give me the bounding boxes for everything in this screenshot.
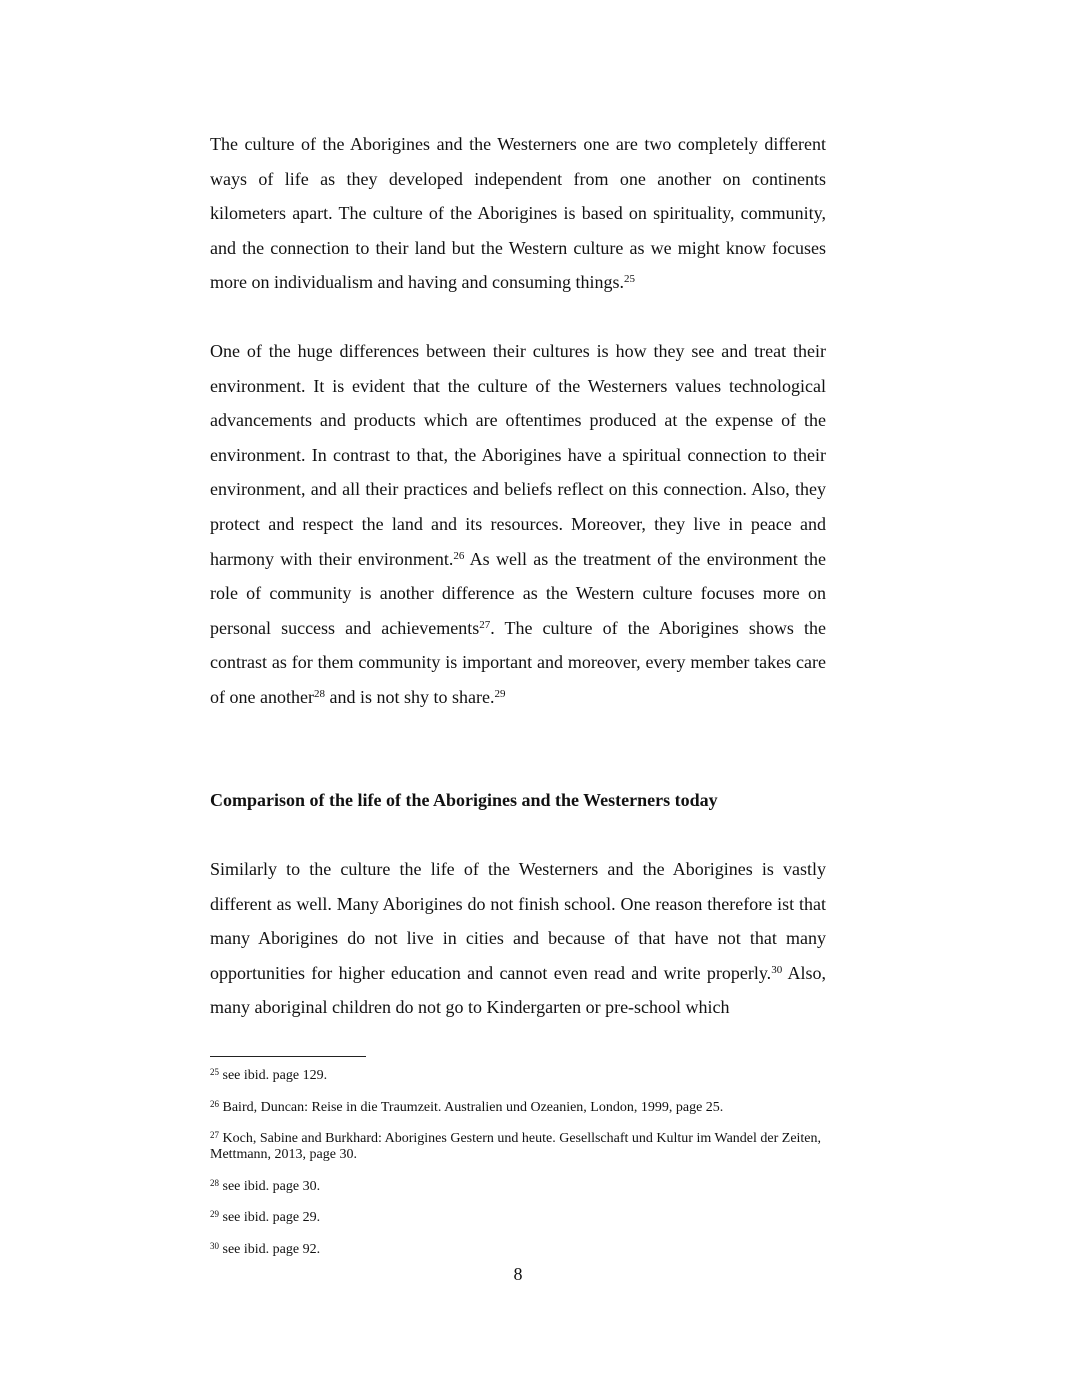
footnote-reference: 27 [479,618,491,631]
body-paragraph [210,127,826,300]
footnote-text: see ibid. page 30. [219,1178,321,1194]
footnote-number: 25 [210,1067,219,1077]
footnote [210,1179,826,1195]
paragraph-text: Also, many aboriginal children do not go to Kindergarten or pre-school which [210,962,827,1018]
body-paragraph [210,334,826,715]
footnote-reference: 28 [313,687,325,700]
paragraph-text: As well as the treatment of the environment the role of community is another difference as the Western culture focuses more on personal success and achievements [210,548,826,638]
footnote [210,1131,826,1163]
footnote-number: 26 [210,1098,219,1109]
footnote-number: 27 [210,1130,219,1140]
paragraph-text: Similarly to the culture the life of the Westerners and the Aborigines is vastly different as well. Many Aborigines do not finish school. One reason therefore ist that many Aborigines do not live in cities and because of that have not that many opportunities for higher education and cannot even read and write properly. [210,859,826,983]
footnote [210,1210,826,1226]
footnote-list [210,1068,826,1273]
footnote-text: see ibid. page 92. [219,1241,321,1257]
footnote [210,1100,826,1116]
footnote-reference: 30 [771,963,783,976]
footnote-reference: 26 [453,549,465,562]
paragraph-text: . The culture of the Aborigines shows the contrast as for them community is important and moreover, every member takes care of one another [210,617,826,707]
footnote-text: see ibid. page 129. [219,1068,328,1083]
footnote-number: 29 [210,1209,219,1219]
footnote [210,1242,826,1258]
page-number: 8 [513,1264,523,1284]
footnote-text: Baird, Duncan: Reise in die Traumzeit. Australien und Ozeanien, London, 1999, page 25. [219,1099,724,1115]
paragraph-text: and is not shy to share. [324,686,495,707]
footnote-text: see ibid. page 29. [219,1210,321,1225]
paragraph-text: One of the huge differences between their cultures is how they see and treat their environment. It is evident that the culture of the Westerners values technological advancements and products which are oftentimes produced at the expense of the environment. In contrast to that, the Aborigines have a spiritual connection to their environment, and all their practices and beliefs reflect on this connection. Also, they protect and respect the land and its resources. Moreover, they live in peace and harmony with their environment. [210,341,826,569]
footnote-text: Koch, Sabine and Burkhard: Aborigines Gestern und heute. Gesellschaft und Kultur im Wandel der Zeiten, Mettmann, 2013, page 30. [210,1131,822,1162]
footnote-reference: 25 [623,273,635,286]
footnote-separator [210,1056,366,1057]
body-paragraph [210,852,826,1025]
footnote [210,1068,826,1084]
paragraph-text: The culture of the Aborigines and the Westerners one are two completely different ways of life as they developed independent from one another on continents kilometers apart. The culture of the Aborigines is based on spirituality, community, and the connection to their land but the Western culture as we might know focuses more on individualism and having and consuming things. [210,134,826,293]
footnote-number: 30 [210,1240,219,1251]
footnote-reference: 29 [494,687,506,700]
section-heading: Comparison of the life of the Aborigines and the Westerners today [210,790,718,810]
footnote-number: 28 [210,1177,219,1188]
